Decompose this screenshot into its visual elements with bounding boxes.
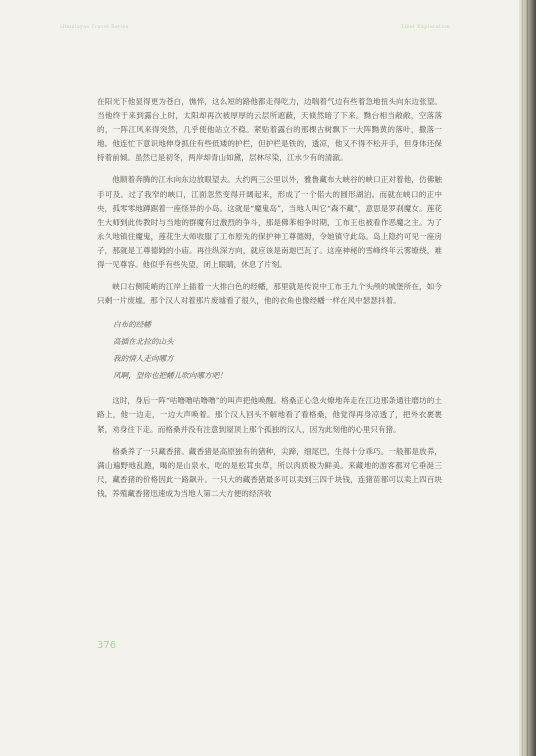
poem-line: 我的情人走向哪方 <box>113 354 174 364</box>
body-text <box>97 95 442 509</box>
book-page-edges <box>519 0 536 756</box>
poem-line: 风啊，望你也把幡儿吹向哪方吧！ <box>113 371 227 381</box>
paragraph: 他顺着奔腾的江水向东边放眼望去。大约两三公里以外，雅鲁藏布大峡谷的峡口正对着他，仿佛触手可及。过了我窄的峡口，江面忽然变得开阔起来，形成了一个偌大的圆形湖泊。而就在峡口的正中央，孤零零地蹲踞着一座怪异的小岛。这就是“魔鬼岛”，当地人叫它“森不藏”，意思是罗刹魔女。莲花生大师到此传教时与当地的群魔有过激烈的争斗，那是佛苯相争时期，工布王也被看作恶魔之主。为了永久地镇住魔鬼，莲花生大师收服了工布原先的保护神工尊德姆，令她镇守此岛。岛上隐约可见一座房子，那就是工尊德姆的小庙。再往纵深方向，就应该是南迦巴瓦了。这座神秘的雪峰终年云雾缭绕，难得一见尊容。他似乎有些失望，闭上眼睛，休息了片刻。 <box>97 175 442 270</box>
paragraph: 这时，身后一阵“咕噜噜咕噜噜”的叫声把他唤醒。格桑正心急火燎地奔走在江边那条通往磨坊的土路上，他一边走，一边大声唤着。那个汉人回头不解地看了看格桑，他觉得再身凉透了，把外衣裹裹紧，劝身往下走。而格桑并没有注意到屋顶上那个孤独的汉人，因为此刻他的心里只有猪。 <box>97 396 442 434</box>
poem-line: 白布的经幡 <box>113 320 151 330</box>
header-left: Himalayas Travel Series <box>60 24 129 30</box>
page-number: 376 <box>97 640 117 651</box>
paragraph: 峡口右侧陡峭的江岸上插着一大排白色的经幡，那里就是传说中工布王九个头颅的城堡所在，如今只剩一片废墟。那个汉人对着那片废墟看了很久，他的衣角也像经幡一样在风中瑟瑟抖着。 <box>97 282 442 306</box>
header-right: Tibet Exploration <box>400 24 450 30</box>
paragraph: 在阳光下他显得更为苍白，憔悴，这么短的路他都走得吃力，边喘着气边有些着急地扭头向东边张望。当他终于来到露台上时，太阳却再次被厚厚的云层所遮蔽，天倏然暗了下来。黝台相当敞敞，空落落的，一阵江风来得突然，几乎使他站立不稳。紧贴着露台的那棵古树飘下一大阵黝黄的落叶，撒落一地。他连忙下意识地伸身抓住有些低矮的护栏，但护栏是铁的，透凉，他又不得不松开手，但身体还保持着前倾。虽然已是初冬，两岸却青山如黛，层林尽染，江水少有的清澈。 <box>97 97 442 163</box>
running-header <box>60 24 460 34</box>
poem-line: 高插在北拉的山头 <box>113 337 174 347</box>
poem <box>113 316 442 384</box>
paragraph: 格桑养了一只藏香猪。藏香猪是高原独有的猪种，尖蹄，细尾巴，生得十分乖巧。一般都是放养，满山遍野地乱跑，喝的是山泉水，吃的是松茸虫草，所以肉质极为鲜美。来藏地的游客都对它垂涎三尺，藏香猪的价格因此一路飙升。一只大的藏香猪最多可以卖到三四千块钱，连猪苗都可以卖上四百块钱，养殖藏香猪迅速成为当地人第二大方便的经济收 <box>97 446 442 498</box>
